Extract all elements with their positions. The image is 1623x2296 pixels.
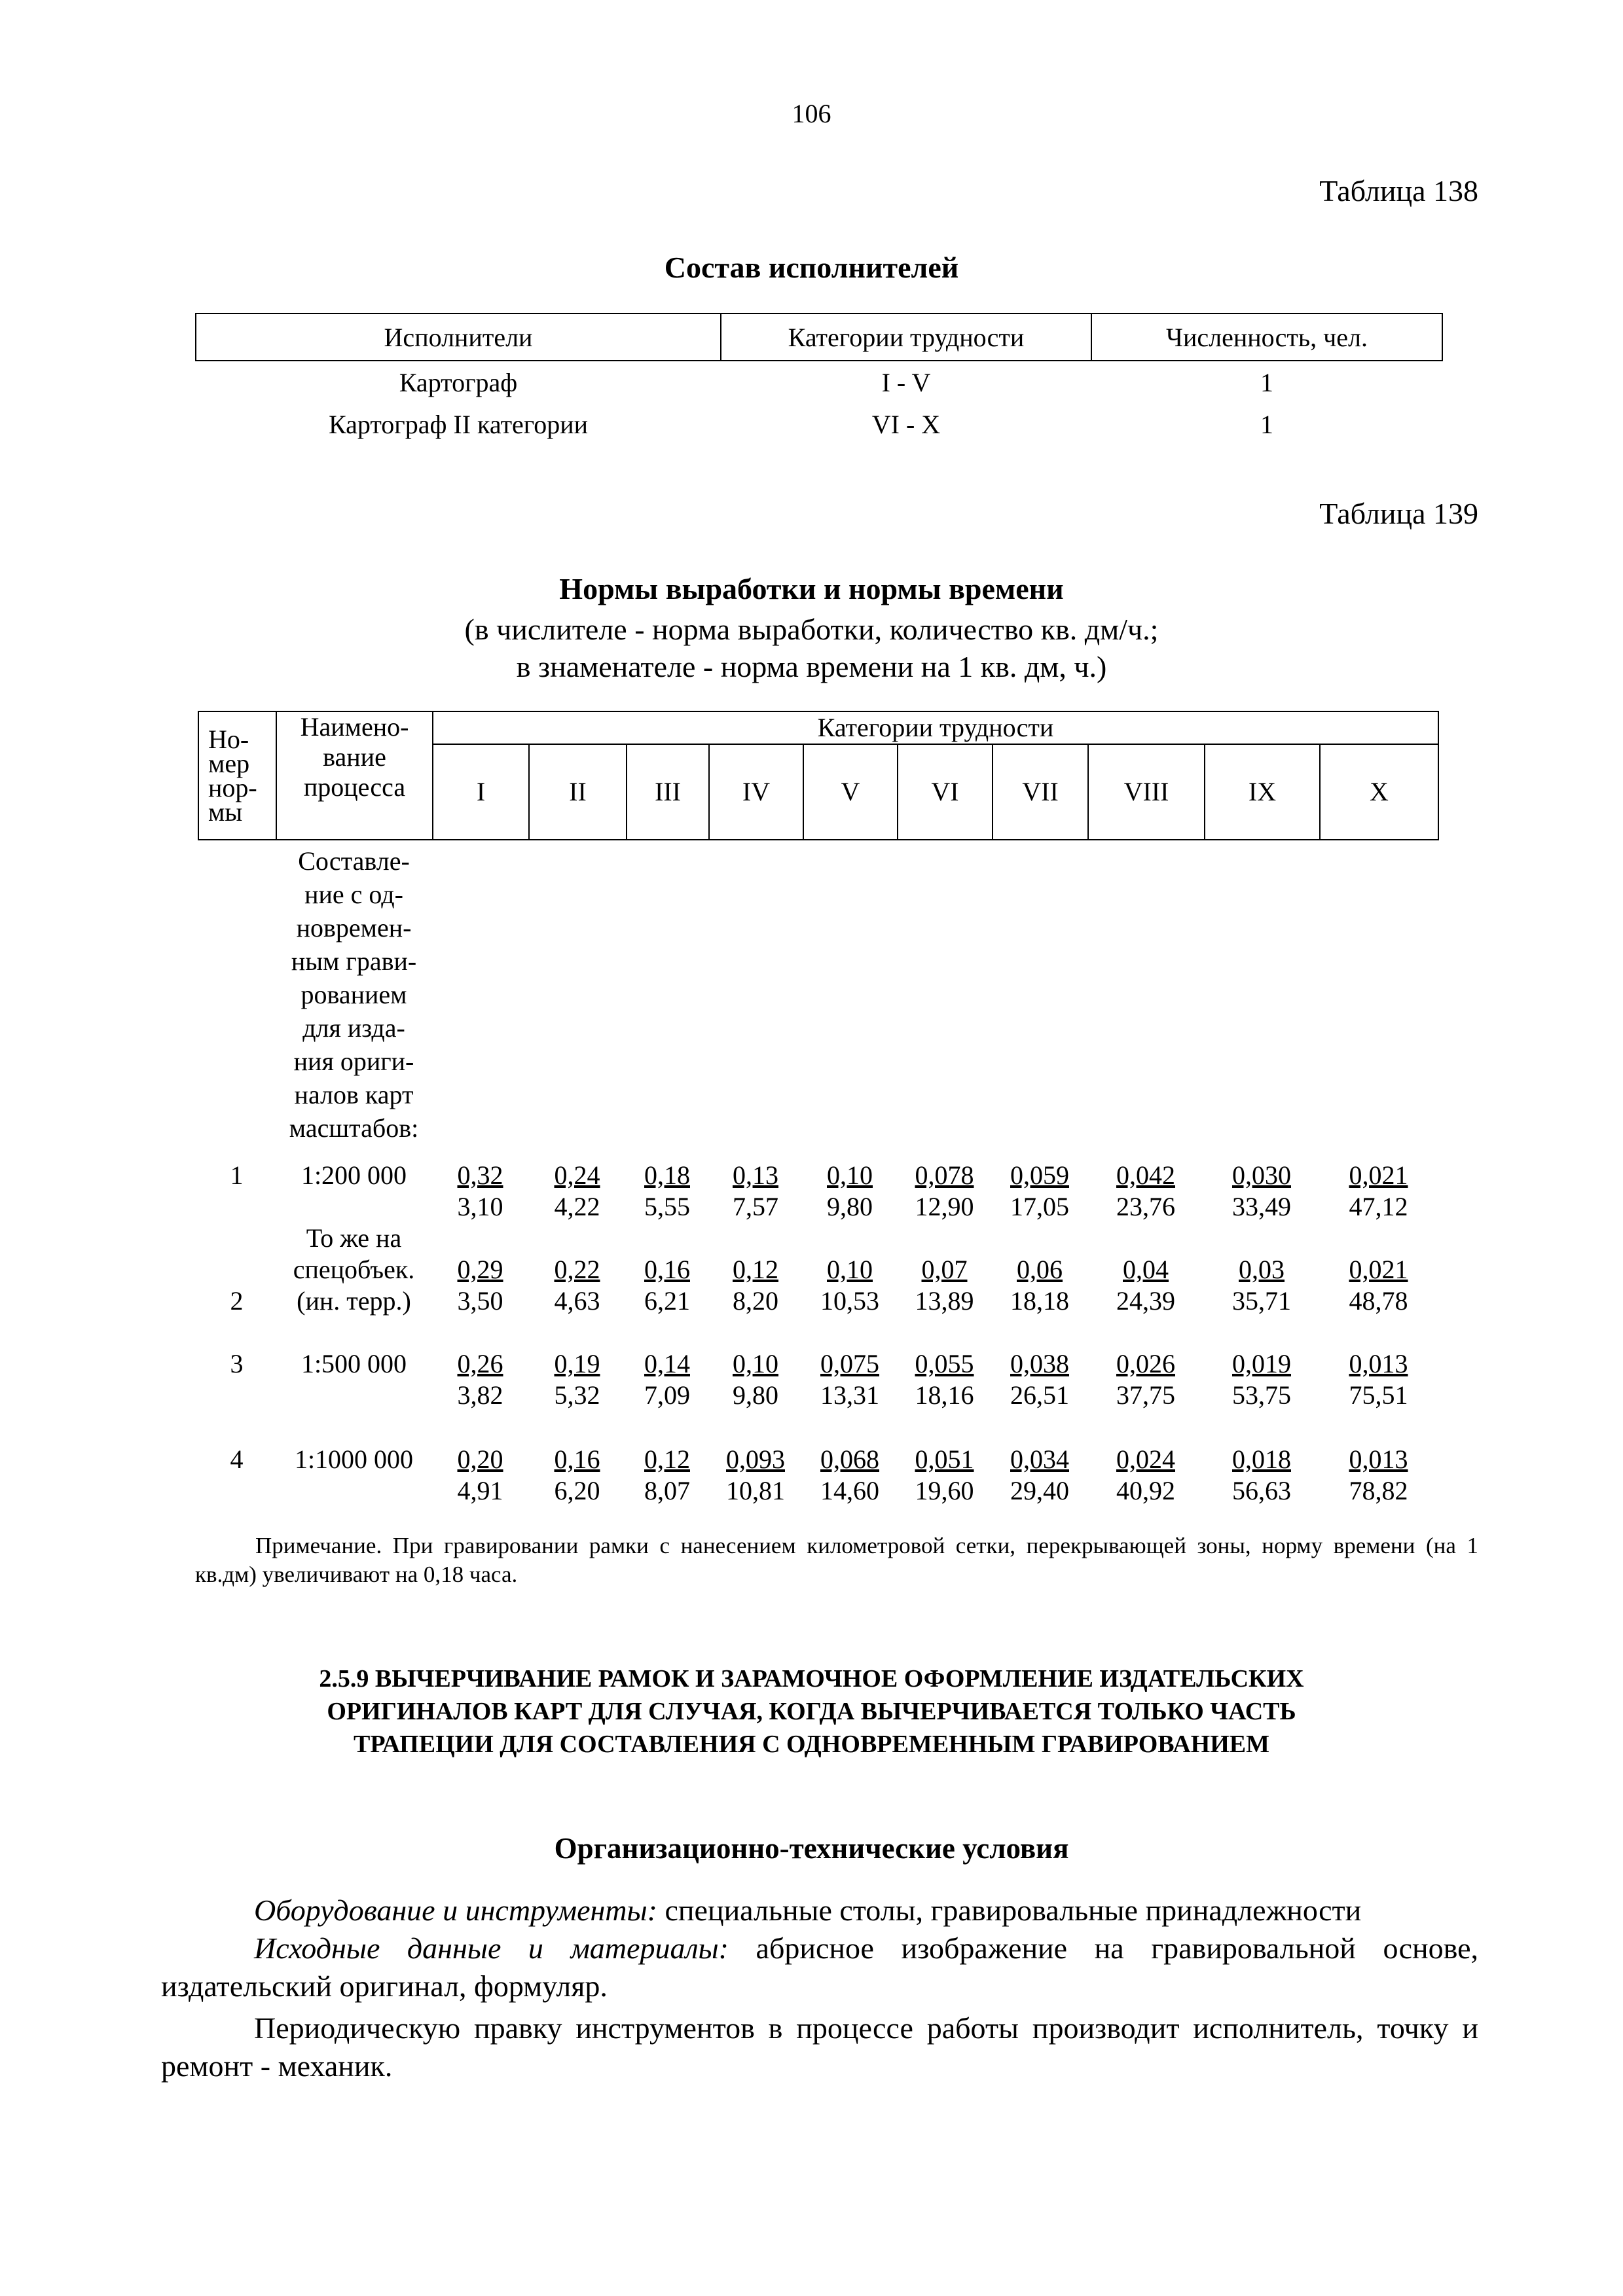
norm-value [1319, 1145, 1438, 1223]
time-norm: 13,31 [820, 1380, 879, 1410]
category-header: X [1320, 744, 1438, 840]
table-row [198, 1223, 1438, 1317]
time-norm: 29,40 [1010, 1476, 1069, 1505]
output-rate: 0,019 [1232, 1349, 1291, 1378]
time-norm: 37,75 [1116, 1380, 1175, 1410]
norm-value [1204, 1223, 1319, 1317]
paragraph-maintenance: Периодическую правку инструментов в процессе работы производит исполнитель, точку и ремонт - механик. [161, 2011, 1478, 2083]
time-norm: 23,76 [1116, 1192, 1175, 1221]
output-rate: 0,10 [827, 1255, 873, 1284]
norm-value [992, 1223, 1087, 1317]
subheading: Организационно-технические условия [554, 1832, 1069, 1865]
time-norm: 3,82 [457, 1380, 503, 1410]
time-norm: 8,20 [733, 1286, 778, 1316]
text: специальные столы, гравировальные принадлежности [657, 1893, 1362, 1927]
norm-value [1087, 1317, 1204, 1411]
time-norm: 17,05 [1010, 1192, 1069, 1221]
norm-value [897, 1145, 992, 1223]
table-row [198, 1411, 1438, 1507]
output-rate: 0,093 [726, 1444, 785, 1474]
process-line: налов карт [294, 1080, 414, 1109]
time-norm: 7,57 [733, 1192, 778, 1221]
column-header: Исполнители [196, 314, 721, 361]
time-norm: 4,22 [554, 1192, 600, 1221]
norm-value [992, 1411, 1087, 1507]
time-norm: 10,81 [726, 1476, 785, 1505]
norm-value [1204, 1411, 1319, 1507]
norm-value [1319, 1317, 1438, 1411]
norm-value [1087, 1145, 1204, 1223]
norm-value [992, 1145, 1087, 1223]
table-row [196, 361, 1442, 403]
time-norm: 48,78 [1349, 1286, 1408, 1316]
time-norm: 78,82 [1349, 1476, 1408, 1505]
norm-value [803, 1411, 897, 1507]
time-norm: 53,75 [1232, 1380, 1291, 1410]
process-name [276, 1411, 432, 1507]
table-139-subtitle: в знаменателе - норма времени на 1 кв. дм, ч.) [516, 650, 1107, 683]
time-norm: 9,80 [827, 1192, 873, 1221]
name-line: То же на [306, 1223, 402, 1253]
process-line: рованием [301, 980, 407, 1009]
norm-value [1319, 1223, 1438, 1317]
name-line: (ин. терр.) [297, 1286, 411, 1316]
category-header: VII [993, 744, 1088, 840]
process-line: Составле- [298, 846, 410, 876]
body-text [161, 1892, 1478, 2085]
cell: Картограф II категории [328, 409, 589, 439]
cell: 1 [1260, 367, 1273, 397]
time-norm: 18,18 [1010, 1286, 1069, 1316]
table-139-title: Нормы выработки и нормы времени [559, 572, 1064, 605]
category-header: IX [1205, 744, 1320, 840]
output-rate: 0,32 [457, 1160, 503, 1190]
output-rate: 0,021 [1349, 1160, 1408, 1190]
time-norm: 75,51 [1349, 1380, 1408, 1410]
output-rate: 0,013 [1349, 1349, 1408, 1378]
category-header: IV [709, 744, 803, 840]
label: Исходные данные и материалы: [254, 1931, 729, 1965]
norm-value [708, 1223, 803, 1317]
header-line: вание [323, 742, 386, 772]
norm-value [528, 1317, 626, 1411]
time-norm: 6,20 [554, 1476, 600, 1505]
output-rate: 0,14 [644, 1349, 690, 1378]
time-norm: 3,50 [457, 1286, 503, 1316]
heading-line: ОРИГИНАЛОВ КАРТ ДЛЯ СЛУЧАЯ, КОГДА ВЫЧЕРЧИВАЕТСЯ ТОЛЬКО ЧАСТЬ [327, 1698, 1296, 1725]
category-header: III [627, 744, 709, 840]
table-row [198, 1145, 1438, 1223]
output-rate: 0,059 [1010, 1160, 1069, 1190]
output-rate: 0,024 [1116, 1444, 1175, 1474]
norm-number: 4 [230, 1444, 244, 1474]
time-norm: 5,32 [554, 1380, 600, 1410]
norm-value [626, 1411, 708, 1507]
process-line: ния ориги- [293, 1047, 414, 1076]
paragraph-equipment [161, 1892, 1478, 1929]
output-rate: 0,16 [554, 1444, 600, 1474]
header-norm-number [198, 711, 276, 840]
name-line: 1:1000 000 [294, 1444, 414, 1474]
norm-value [1087, 1223, 1204, 1317]
header-process-name [276, 711, 433, 840]
time-norm: 7,09 [644, 1380, 690, 1410]
process-name [276, 1223, 432, 1317]
name-line: 1:200 000 [301, 1160, 407, 1190]
output-rate: 0,22 [554, 1255, 600, 1284]
time-norm: 5,55 [644, 1192, 690, 1221]
output-rate: 0,20 [457, 1444, 503, 1474]
output-rate: 0,042 [1116, 1160, 1175, 1190]
output-rate: 0,26 [457, 1349, 503, 1378]
header-line: мы [208, 797, 243, 827]
time-norm: 4,91 [457, 1476, 503, 1505]
output-rate: 0,12 [644, 1444, 690, 1474]
heading-line: 2.5.9 ВЫЧЕРЧИВАНИЕ РАМОК И ЗАРАМОЧНОЕ ОФОРМЛЕНИЕ ИЗДАТЕЛЬСКИХ [319, 1665, 1304, 1693]
output-rate: 0,051 [915, 1444, 974, 1474]
text: абрисное изображение на гравировальной основе, издательский оригинал, формуляр. [161, 1931, 1479, 2003]
cell: 1 [1260, 409, 1273, 439]
output-rate: 0,018 [1232, 1444, 1291, 1474]
norm-value [1319, 1411, 1438, 1507]
category-header: I [433, 744, 529, 840]
section-heading [0, 1662, 1623, 1761]
norm-number: 1 [230, 1160, 244, 1190]
time-norm: 3,10 [457, 1192, 503, 1221]
column-header: Категории трудности [721, 314, 1091, 361]
norm-value [528, 1411, 626, 1507]
output-rate: 0,034 [1010, 1444, 1069, 1474]
norms-table-body [198, 844, 1438, 1507]
norm-value [432, 1317, 528, 1411]
output-rate: 0,055 [915, 1349, 974, 1378]
output-rate: 0,030 [1232, 1160, 1291, 1190]
category-header: VI [898, 744, 993, 840]
time-norm: 6,21 [644, 1286, 690, 1316]
norm-value [528, 1223, 626, 1317]
process-description [276, 844, 432, 1145]
output-rate: 0,04 [1123, 1255, 1169, 1284]
cell: I - V [881, 367, 931, 397]
norm-value [528, 1145, 626, 1223]
table-139-label: Таблица 139 [1319, 497, 1478, 530]
output-rate: 0,075 [820, 1349, 879, 1378]
norm-value [626, 1317, 708, 1411]
output-rate: 0,19 [554, 1349, 600, 1378]
norm-value [803, 1223, 897, 1317]
time-norm: 56,63 [1232, 1476, 1291, 1505]
label: Оборудование и инструменты: [254, 1893, 657, 1927]
category-header: II [529, 744, 627, 840]
norm-value [626, 1145, 708, 1223]
norm-value [708, 1317, 803, 1411]
output-rate: 0,026 [1116, 1349, 1175, 1378]
name-line: спецобъек. [293, 1255, 415, 1284]
output-rate: 0,068 [820, 1444, 879, 1474]
cell [198, 844, 276, 1145]
norm-value [897, 1411, 992, 1507]
table-row [198, 1317, 1438, 1411]
norm-value [626, 1223, 708, 1317]
time-norm: 10,53 [820, 1286, 879, 1316]
norm-value [708, 1411, 803, 1507]
header-line: процесса [303, 772, 406, 802]
output-rate: 0,03 [1239, 1255, 1285, 1284]
heading-line: ТРАПЕЦИИ ДЛЯ СОСТАВЛЕНИЯ С ОДНОВРЕМЕННЫМ ГРАВИРОВАНИЕМ [353, 1731, 1269, 1758]
time-norm: 19,60 [915, 1476, 974, 1505]
norm-value [1087, 1411, 1204, 1507]
process-name [276, 1145, 432, 1223]
process-line: ние с од- [304, 880, 403, 909]
header-line: нор- [208, 773, 257, 802]
norm-value [803, 1145, 897, 1223]
table-139-subtitle: (в числителе - норма выработки, количество кв. дм/ч.; [464, 613, 1159, 646]
table-138-title: Состав исполнителей [664, 251, 959, 284]
time-norm: 33,49 [1232, 1192, 1291, 1221]
header-line: Наимено- [300, 712, 409, 742]
output-rate: 0,06 [1017, 1255, 1063, 1284]
table-138-label: Таблица 138 [1319, 174, 1478, 207]
header-line: мер [208, 749, 250, 778]
time-norm: 13,89 [915, 1286, 974, 1316]
norm-number: 3 [230, 1349, 244, 1378]
time-norm: 8,07 [644, 1476, 690, 1505]
norms-table-header [198, 711, 1439, 840]
column-header: Численность, чел. [1091, 314, 1442, 361]
time-norm: 47,12 [1349, 1192, 1408, 1221]
time-norm: 14,60 [820, 1476, 879, 1505]
time-norm: 9,80 [733, 1380, 778, 1410]
table-row [196, 403, 1442, 445]
name-line: 1:500 000 [301, 1349, 407, 1378]
process-line: новремен- [296, 913, 412, 942]
process-name [276, 1317, 432, 1411]
header-line: Но- [208, 725, 249, 754]
header-categories: Категории трудности [433, 711, 1438, 744]
cell [432, 844, 1438, 1145]
time-norm: 40,92 [1116, 1476, 1175, 1505]
output-rate: 0,021 [1349, 1255, 1408, 1284]
norm-value [432, 1145, 528, 1223]
category-header: VIII [1088, 744, 1205, 840]
time-norm: 24,39 [1116, 1286, 1175, 1316]
cell: VI - X [871, 409, 941, 439]
time-norm: 12,90 [915, 1192, 974, 1221]
norm-value [708, 1145, 803, 1223]
norm-number: 2 [230, 1286, 244, 1316]
norm-value [432, 1411, 528, 1507]
output-rate: 0,29 [457, 1255, 503, 1284]
norm-value [432, 1223, 528, 1317]
performers-table [195, 313, 1443, 445]
output-rate: 0,038 [1010, 1349, 1069, 1378]
norm-value [1204, 1145, 1319, 1223]
process-line: ным грави- [291, 946, 417, 976]
time-norm: 18,16 [915, 1380, 974, 1410]
output-rate: 0,18 [644, 1160, 690, 1190]
output-rate: 0,078 [915, 1160, 974, 1190]
output-rate: 0,10 [733, 1349, 778, 1378]
process-line: масштабов: [289, 1113, 419, 1143]
norm-value [803, 1317, 897, 1411]
output-rate: 0,24 [554, 1160, 600, 1190]
norm-value [897, 1223, 992, 1317]
output-rate: 0,10 [827, 1160, 873, 1190]
time-norm: 26,51 [1010, 1380, 1069, 1410]
time-norm: 35,71 [1232, 1286, 1291, 1316]
time-norm: 4,63 [554, 1286, 600, 1316]
process-line: для изда- [302, 1013, 405, 1043]
norm-value [897, 1317, 992, 1411]
norm-value [1204, 1317, 1319, 1411]
page-number: 106 [792, 99, 831, 128]
output-rate: 0,12 [733, 1255, 778, 1284]
process-description-row [198, 844, 1438, 1145]
category-header: V [803, 744, 898, 840]
norm-value [992, 1317, 1087, 1411]
output-rate: 0,13 [733, 1160, 778, 1190]
paragraph-source-data [161, 1929, 1478, 2005]
output-rate: 0,07 [921, 1255, 968, 1284]
table-note: Примечание. При гравировании рамки с нанесением километровой сетки, перекрывающей зоны, норму времени (на 1 кв.дм) увеличивают на 0,18 часа. [195, 1533, 1478, 1587]
output-rate: 0,013 [1349, 1444, 1408, 1474]
output-rate: 0,16 [644, 1255, 690, 1284]
cell: Картограф [399, 367, 518, 397]
